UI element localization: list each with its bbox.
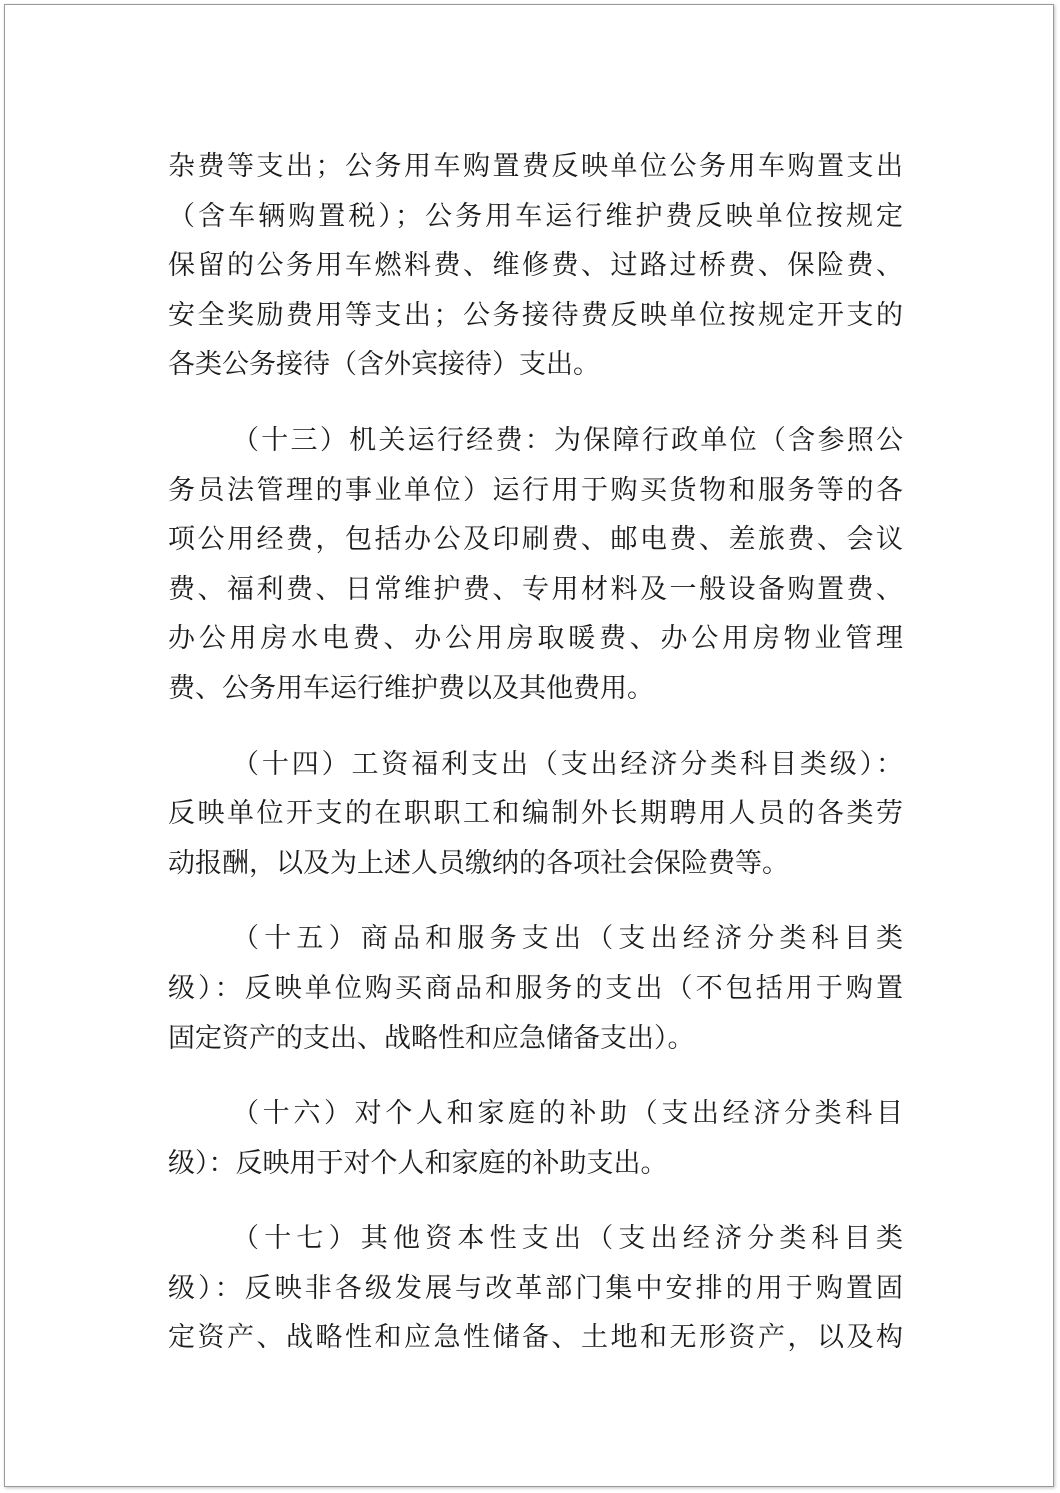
text-line: （含车辆购置税）；公务用车运行维护费反映单位按规定: [168, 200, 903, 232]
paragraph-15: [168, 914, 903, 1063]
paragraph-14: [168, 740, 903, 889]
text-line: 动报酬，以及为上述人员缴纳的各项社会保险费等。: [168, 847, 789, 879]
text-line: 反映单位开支的在职职工和编制外长期聘用人员的各类劳: [168, 798, 903, 830]
text-line: 安全奖励费用等支出；公务接待费反映单位按规定开支的: [168, 299, 903, 331]
text-line: （十三）机关运行经费：为保障行政单位（含参照公: [232, 424, 903, 456]
text-line: 保留的公务用车燃料费、维修费、过路过桥费、保险费、: [168, 250, 903, 282]
text-line: 级）：反映单位购买商品和服务的支出（不包括用于购置: [168, 972, 903, 1004]
text-line: 费、福利费、日常维护费、专用材料及一般设备购置费、: [168, 573, 903, 605]
text-line: 各类公务接待（含外宾接待）支出。: [168, 349, 600, 381]
paragraph-16: [168, 1089, 903, 1188]
text-line: 办公用房水电费、办公用房取暖费、办公用房物业管理: [168, 623, 903, 655]
text-line: 级）：反映用于对个人和家庭的补助支出。: [168, 1147, 668, 1179]
paragraph-continued: [168, 142, 903, 390]
text-line: 项公用经费，包括办公及印刷费、邮电费、差旅费、会议: [168, 524, 903, 556]
text-line: （十七）其他资本性支出（支出经济分类科目类: [232, 1223, 903, 1255]
text-line: 定资产、战略性和应急性储备、土地和无形资产，以及构: [168, 1322, 903, 1354]
document-page: [4, 4, 1054, 1487]
text-line: 固定资产的支出、战略性和应急储备支出）。: [168, 1022, 695, 1054]
text-line: 费、公务用车运行维护费以及其他费用。: [168, 672, 654, 704]
text-line: 杂费等支出；公务用车购置费反映单位公务用车购置支出: [168, 151, 903, 182]
text-line: 级）：反映非各级发展与改革部门集中安排的用于购置固: [168, 1272, 903, 1304]
text-line: 务员法管理的事业单位）运行用于购买货物和服务等的各: [168, 474, 903, 506]
paragraph-17: [168, 1214, 903, 1363]
text-line: （十六）对个人和家庭的补助（支出经济分类科目: [232, 1098, 903, 1130]
text-line: （十五）商品和服务支出（支出经济分类科目类: [232, 923, 903, 955]
text-line: （十四）工资福利支出（支出经济分类科目类级）：: [232, 748, 903, 780]
document-body: [168, 142, 903, 1389]
paragraph-13: [168, 416, 903, 714]
